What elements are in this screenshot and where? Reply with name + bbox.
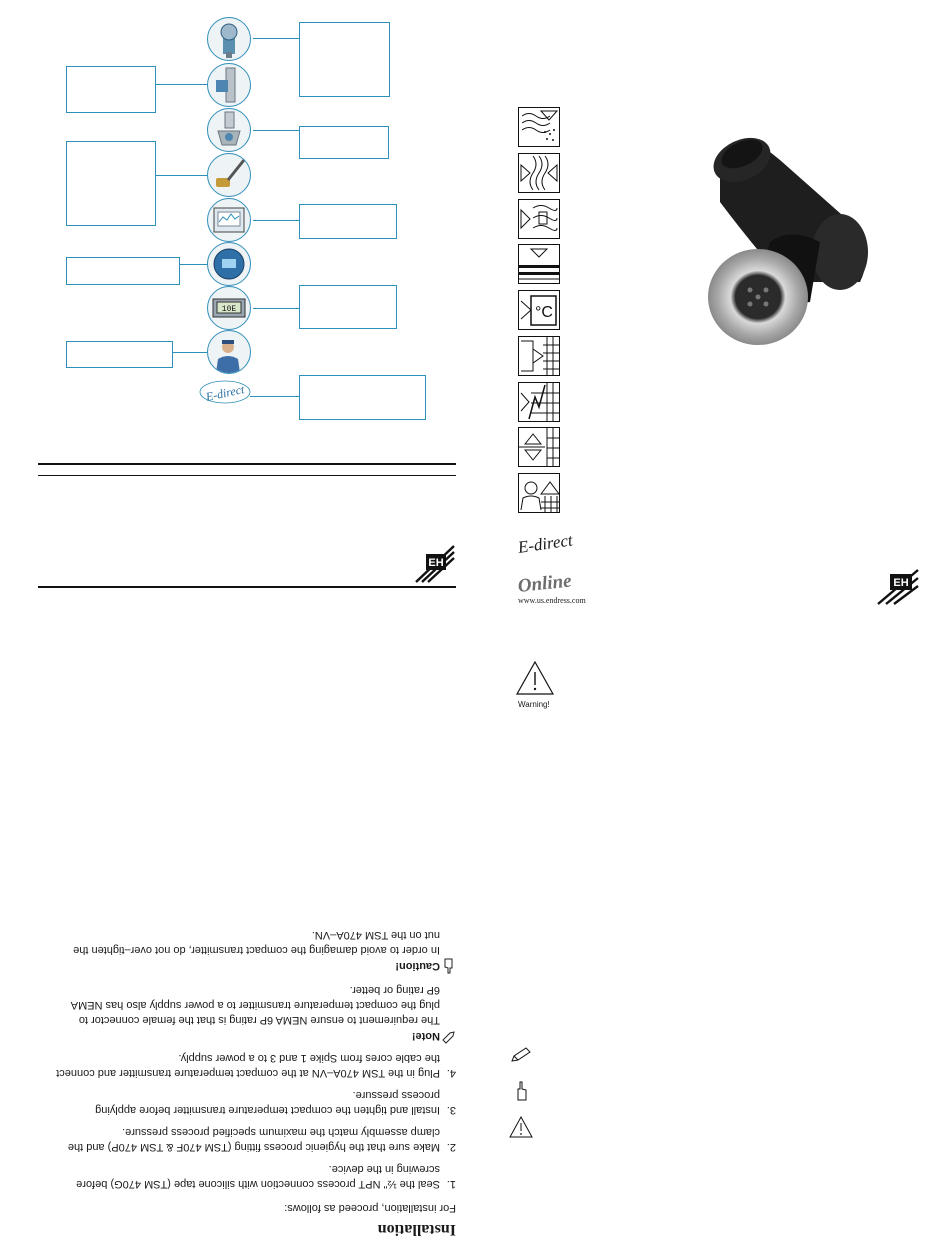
- installation-intro: For installation, proceed as follows:: [284, 1202, 456, 1214]
- step-number: 4.: [446, 1067, 456, 1079]
- warning-triangle-icon: [515, 660, 555, 696]
- connector-photo: [690, 132, 880, 347]
- service-person-icon: [207, 330, 251, 374]
- step-number: 2.: [446, 1141, 456, 1153]
- connector-line: [155, 175, 207, 176]
- recorder-icon: [207, 198, 251, 242]
- connector-line: [171, 352, 207, 353]
- divider-rule: [38, 463, 456, 465]
- caution-title: Caution!: [395, 960, 440, 972]
- callout-box: [299, 22, 390, 97]
- note-text: 6P rating or better.: [349, 984, 440, 996]
- callout-box: [299, 285, 397, 329]
- step-text: screwing in the device.: [328, 1163, 440, 1175]
- limit-switch-icon: [518, 427, 560, 467]
- e-direct-text: E-direct: [516, 530, 574, 557]
- step-number: 3.: [446, 1104, 456, 1116]
- step-text: clamp assembly match the maximum specified process pressure.: [122, 1126, 440, 1138]
- divider-rule: [38, 475, 456, 476]
- warning-triangle-small-icon: [509, 1116, 533, 1138]
- endress-hauser-logo: [876, 568, 920, 606]
- level-limit-icon: [518, 244, 560, 284]
- pressure-icon: [518, 199, 560, 239]
- svg-text:10E: 10E: [221, 305, 237, 314]
- temperature-sensor-icon: [207, 153, 251, 197]
- callout-box: [66, 141, 156, 226]
- connector-line: [253, 130, 299, 131]
- step-text: Install and tighten the compact temperature transmitter before applying: [95, 1104, 440, 1116]
- online-label: Online: [516, 570, 573, 597]
- recorder-symbol-icon: [518, 336, 560, 376]
- connector-line: [178, 264, 208, 265]
- transmitter-icon: [207, 17, 251, 61]
- divider-rule: [38, 586, 456, 588]
- caution-text: In order to avoid damaging the compact transmitter, do not over–tighten the: [73, 944, 440, 956]
- caution-hand-icon: [514, 1080, 528, 1102]
- warning-label: Warning!: [518, 700, 550, 709]
- analysis-icon: [518, 382, 560, 422]
- connector-line: [155, 84, 207, 85]
- system-integration-icon: [518, 473, 560, 513]
- step-text: Plug in the TSM 470A–VN at the compact temperature transmitter and connect: [56, 1067, 440, 1079]
- temperature-icon: [518, 290, 560, 330]
- online-logo: [516, 570, 608, 606]
- logo-text: EH: [893, 577, 909, 589]
- level-icon: [518, 107, 560, 147]
- note-title: Note!: [411, 1030, 440, 1042]
- callout-box: [299, 204, 397, 239]
- temperature-symbol: °C: [535, 304, 553, 321]
- step-text: Make sure that the hygienic process fitting (TSM 470F & TSM 470P) and the: [67, 1141, 440, 1153]
- step-text: the cable cores from Spike 1 and 3 to a power supply.: [178, 1052, 440, 1064]
- step-number: 1.: [446, 1178, 456, 1190]
- endress-hauser-logo: [414, 544, 456, 584]
- step-text: Seal the ½" NPT process connection with silicone tape (TSM 470G) before: [76, 1178, 440, 1190]
- connector-line: [253, 220, 299, 221]
- callout-box: [66, 341, 173, 368]
- callout-box: [299, 126, 389, 159]
- note-pencil-icon: [510, 1046, 532, 1064]
- indicator-icon: [207, 242, 251, 286]
- caution-text: nut on the TSM 470A–VN.: [311, 929, 440, 941]
- callout-box: [299, 375, 426, 420]
- valve-icon: [207, 108, 251, 152]
- caution-hand-icon: [442, 958, 456, 974]
- flowmeter-icon: [207, 63, 251, 107]
- svg-text:E-direct: E-direct: [204, 382, 246, 404]
- flow-icon: [518, 153, 560, 193]
- connector-line: [253, 38, 299, 39]
- note-text: plug the compact temperature transmitter to a power supply also has NEMA: [70, 999, 440, 1011]
- step-text: process pressure.: [352, 1089, 440, 1101]
- display-icon: [207, 286, 251, 330]
- callout-box: [66, 257, 180, 285]
- e-direct-logo: [198, 378, 252, 408]
- installation-heading: Installation: [377, 1221, 456, 1238]
- svg-text:EH: EH: [428, 557, 444, 569]
- callout-box: [66, 66, 156, 113]
- note-text: The requirement to ensure NEMA 6P rating is that the female connector to: [78, 1014, 440, 1026]
- online-url[interactable]: www.us.endress.com: [518, 596, 586, 605]
- note-pencil-icon: [442, 1030, 456, 1044]
- installation-section: [38, 902, 456, 1242]
- connector-line: [250, 396, 299, 397]
- connector-line: [253, 308, 299, 309]
